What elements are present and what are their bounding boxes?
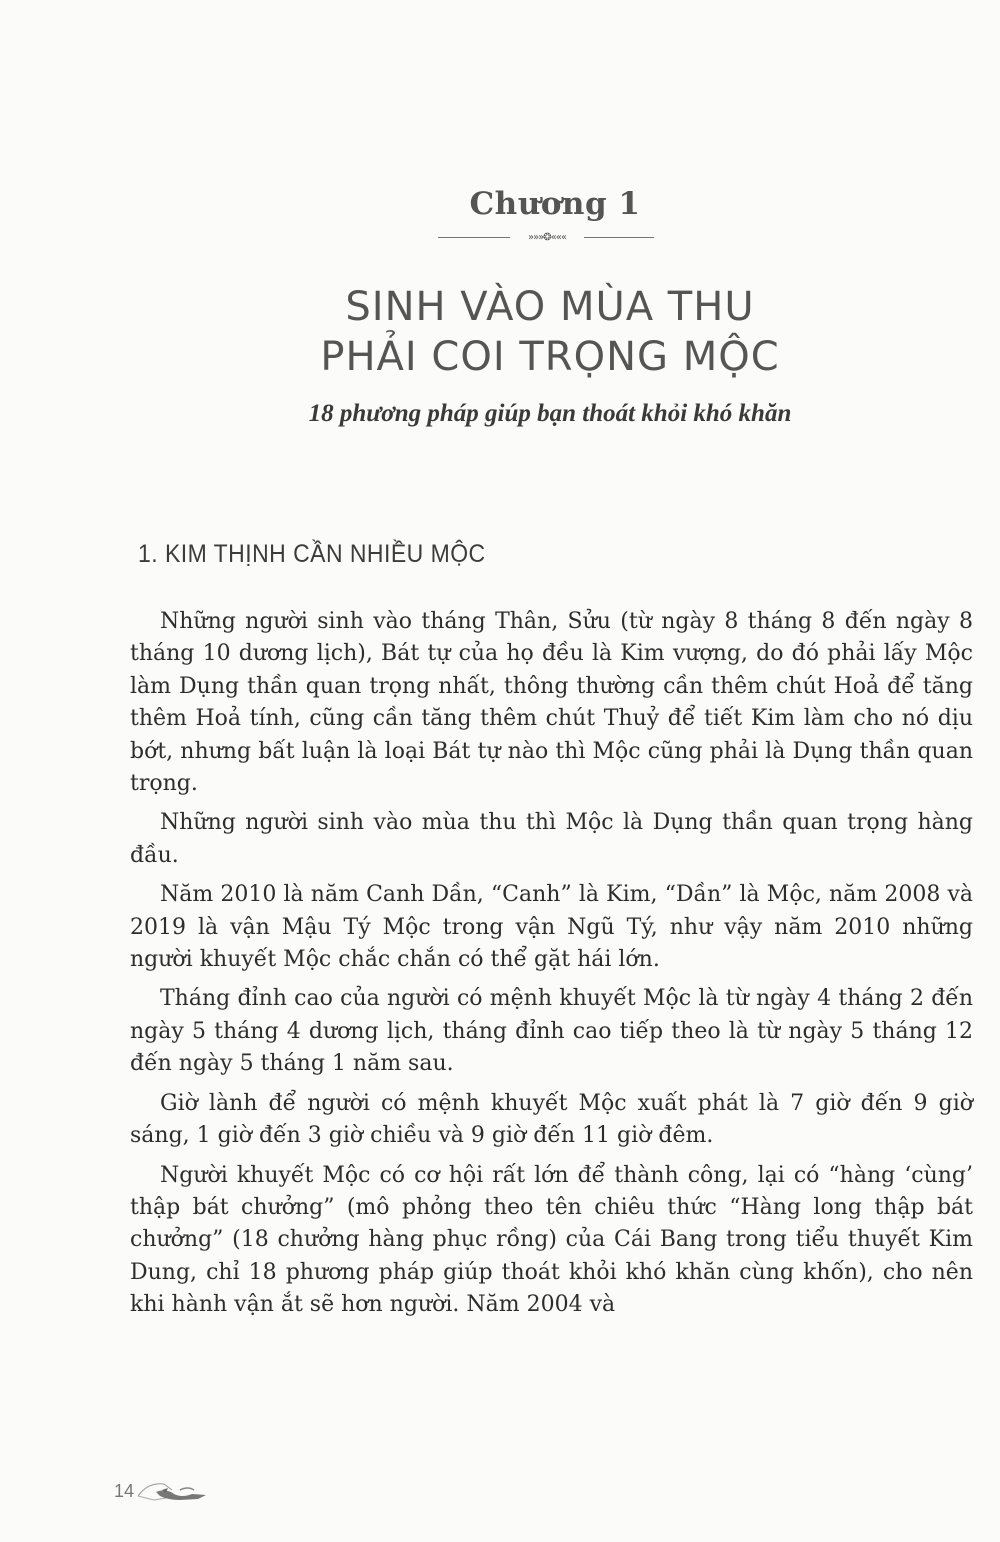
chapter-title-line-1: SINH VÀO MÙA THU — [345, 284, 755, 330]
paragraph: Những người sinh vào tháng Thân, Sửu (từ ngày 8 tháng 8 đến ngày 8 tháng 10 dương lịch), Bát tự của họ đều là Kim vượng, do đó phải lấy Mộc làm Dụng thần quan trọng nhất, thông thường cần thêm chút Hoả để tăng thêm Hoả tính, cũng cần tăng thêm chút Thuỷ để tiết Kim làm cho nó dịu bớt, nhưng bất luận là loại Bát tự nào thì Mộc cũng phải là Dụng thần quan trọng. — [130, 609, 973, 797]
paragraph: Năm 2010 là năm Canh Dần, “Canh” là Kim, “Dần” là Mộc, năm 2008 và 2019 là vận Mậu Tý Mộc trong vận Ngũ Tý, như vậy năm 2010 những người khuyết Mộc chắc chắn có thể gặt hái lớn. — [130, 882, 973, 973]
paragraph: Tháng đỉnh cao của người có mệnh khuyết Mộc là từ ngày 4 tháng 2 đến ngày 5 tháng 4 dương lịch, tháng đỉnh cao tiếp theo là từ ngày 5 tháng 12 đến ngày 5 tháng 1 năm sau. — [130, 986, 973, 1077]
chapter-title — [280, 282, 820, 382]
footer-bird-ornament-icon — [136, 1478, 214, 1502]
paragraph: Người khuyết Mộc có cơ hội rất lớn để thành công, lại có “hàng ‘cùng’ thập bát chưởng” (mô phỏng theo tên chiêu thức “Hàng long thập bát chưởng” (18 chưởng hàng phục rồng) của Cái Bang trong tiểu thuyết Kim Dung, chỉ 18 phương pháp giúp thoát khỏi khó khăn cùng khốn), cho nên khi hành vận ắt sẽ hơn người. Năm 2004 và — [130, 1162, 973, 1318]
page-footer — [114, 1478, 214, 1502]
ornament-flourish-icon: »»»❂««« — [527, 232, 567, 243]
body-text — [130, 606, 973, 1329]
chapter-label: Chương 1 — [469, 186, 641, 222]
page-number: 14 — [114, 1481, 135, 1501]
paragraph: Giờ lành để người có mệnh khuyết Mộc xuất phát là 7 giờ đến 9 giờ sáng, 1 giờ đến 3 giờ chiều và 9 giờ đến 11 giờ đêm. — [130, 1090, 973, 1149]
chapter-title-line-2: PHẢI COI TRỌNG MỘC — [320, 334, 780, 380]
paragraph: Những người sinh vào mùa thu thì Mộc là Dụng thần quan trọng hàng đầu. — [130, 810, 973, 868]
ornament-line-right — [584, 237, 654, 238]
ornament-line-left — [438, 237, 510, 238]
section-heading: 1. KIM THỊNH CẦN NHIỀU MỘC — [138, 540, 486, 568]
chapter-ornament-divider — [438, 232, 654, 244]
chapter-subtitle: 18 phương pháp giúp bạn thoát khỏi khó khăn — [308, 400, 792, 427]
